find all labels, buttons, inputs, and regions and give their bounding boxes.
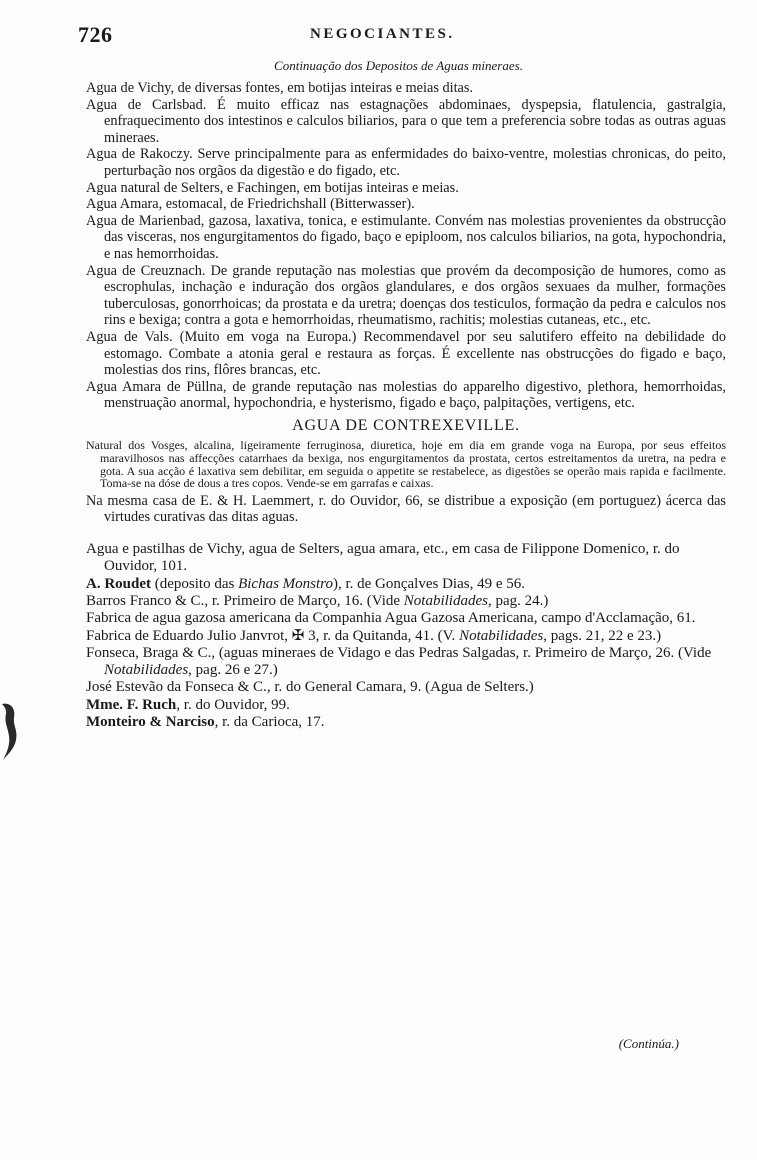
firm-italic: Notabilidades xyxy=(459,627,544,644)
contrexeville-note: Na mesma casa de E. & H. Laemmert, r. do Ouvidor, 66, se distribue a exposição (em portuguez) ácerca das virtudes curativas das ditas aguas. xyxy=(86,492,726,526)
list-item: Agua natural de Selters, e Fachingen, em botijas inteiras e meias. xyxy=(86,179,459,196)
firm-italic: Notabilidades xyxy=(403,592,488,609)
firm-detail: , r. Primeiro de Março, 16. (Vide xyxy=(204,592,404,609)
firm-entry xyxy=(86,697,726,714)
section-heading: AGUA DE CONTREXEVILLE. xyxy=(292,416,520,434)
firm-italic: Notabilidades xyxy=(104,662,189,679)
continued-note: (Continúa.) xyxy=(618,1036,679,1051)
firm-italic: Bichas Monstro xyxy=(238,575,333,592)
section-subtitle: Continuação dos Depositos de Aguas mineraes. xyxy=(274,58,523,73)
firm-detail: (deposito das xyxy=(151,575,239,592)
page-body xyxy=(86,80,726,731)
firm-name: Barros Franco & C. xyxy=(86,592,205,609)
margin-ink-mark xyxy=(0,700,22,762)
firm-detail-end: , pags. 21, 22 e 23.) xyxy=(543,627,662,644)
firm-entry xyxy=(86,576,726,593)
list-item: Agua de Vals. (Muito em voga na Europa.) Recommendavel por seu salutifero effeito na debilidade do estomago. Combate a atonia geral e restaura as forças. É excellente nas obstrucções do figado e baço, molestias dos rins, flôres brancas, etc. xyxy=(86,328,726,379)
firm-detail: , r. da Carioca, 17. xyxy=(214,714,325,730)
firm-entry xyxy=(86,628,726,645)
firm-name: José Estevão da Fonseca & C. xyxy=(86,679,267,696)
firm-entry xyxy=(86,610,726,627)
list-item: Agua Amara, estomacal, de Friedrichshall (Bitterwasser). xyxy=(86,196,415,213)
firm-name: Fonseca, Braga & C. xyxy=(86,644,212,661)
firm-text: Agua e pastilhas de Vichy, agua de Selters, agua amara, etc., em casa de Filippone Domenico, r. do Ouvidor, 101. xyxy=(86,541,680,575)
firm-name: Fabrica de Eduardo Julio Janvrot xyxy=(86,627,285,644)
firm-detail-end: , pag. 24.) xyxy=(487,592,549,609)
page-number: 726 xyxy=(78,22,113,47)
firm-entry xyxy=(86,541,726,576)
firm-name: A. Roudet xyxy=(86,575,152,592)
firm-name: Mme. F. Ruch xyxy=(86,696,177,713)
contrexeville-description: Natural dos Vosges, alcalina, ligeiramente ferruginosa, diuretica, hoje em dia em grande voga na Europa, por seus effeitos maravilhosos nas affecções catarrhaes da bexiga, nos engurgitamentos da prostata, certos estreitamentos da uretra, na pedra e gota. A sua acção é laxativa sem debilitar, em seguida o appetite se restabelece, as digestões se operão mais rapida e facilmente. Toma-se na dóse de dous a tres copos. Vende-se em garrafas e caixas. xyxy=(86,438,726,491)
firm-detail: , ✠ 3, r. da Quitanda, 41. (V. xyxy=(284,627,460,644)
firm-entry xyxy=(86,593,726,610)
firm-detail: , (aguas mineraes de Vidago e das Pedras Salgadas, r. Primeiro de Março, 26. (Vide xyxy=(211,644,712,661)
firm-detail: , r. do General Camara, 9. (Agua de Selters.) xyxy=(266,679,534,696)
firm-detail-end: , pag. 26 e 27.) xyxy=(188,662,278,679)
spacer xyxy=(86,526,726,541)
firm-detail-end: ), r. de Gonçalves Dias, 49 e 56. xyxy=(332,575,525,592)
firm-name: Monteiro & Narciso xyxy=(86,714,215,730)
list-item: Agua de Vichy, de diversas fontes, em botijas inteiras e meias ditas. xyxy=(86,80,474,96)
firm-detail: , r. do Ouvidor, 99. xyxy=(176,696,290,713)
list-item: Agua de Carlsbad. É muito efficaz nas estagnações abdominaes, dyspepsia, flatulencia, gastralgia, enfraquecimento dos intestinos e calculos biliarios, para o que tem a preferencia sobre todas as outras aguas mineraes. xyxy=(86,96,726,146)
list-item: Agua de Creuznach. De grande reputação nas molestias que provém da decomposição de humores, como as escrophulas, inchação e induração dos orgãos glandulares, e dos orgãos sexuaes da mulher, formações tuberculosas, gonorrhoicas; da prostata e da uretra; doenças dos testiculos, formação da pedra e calculos nos rins e bexiga; contra a gota e hemorrhoidas, rheumatismo, rachitis; molestias cutaneas, etc., etc. xyxy=(86,262,726,329)
firm-text: Fabrica de agua gazosa americana da Companhia Agua Gazosa Americana, campo d'Acclamação, 61. xyxy=(86,610,696,627)
firm-entry xyxy=(86,714,726,731)
running-title: NEGOCIANTES. xyxy=(310,26,455,42)
list-item: Agua Amara de Püllna, de grande reputação nas molestias do apparelho digestivo, plethora, hemorrhoidas, menstruação anormal, hypochondria, e hysterismo, figado e baço, palpitações, vertigens, etc. xyxy=(86,378,726,412)
firm-entry xyxy=(86,679,726,696)
firm-entry xyxy=(86,645,726,680)
page-header xyxy=(78,22,729,52)
list-item: Agua de Rakoczy. Serve principalmente para as enfermidades do baixo-ventre, molestias chronicas, do peito, perturbação nos orgãos da digestão e do figado, etc. xyxy=(86,146,726,179)
list-item: Agua de Marienbad, gazosa, laxativa, tonica, e estimulante. Convém nas molestias provenientes da obstrucção das visceras, nos engurgitamentos do figado, baço e epiploom, nos calculos biliarios, na gota, hypochondria, e nas hemorrhoidas. xyxy=(86,212,726,262)
